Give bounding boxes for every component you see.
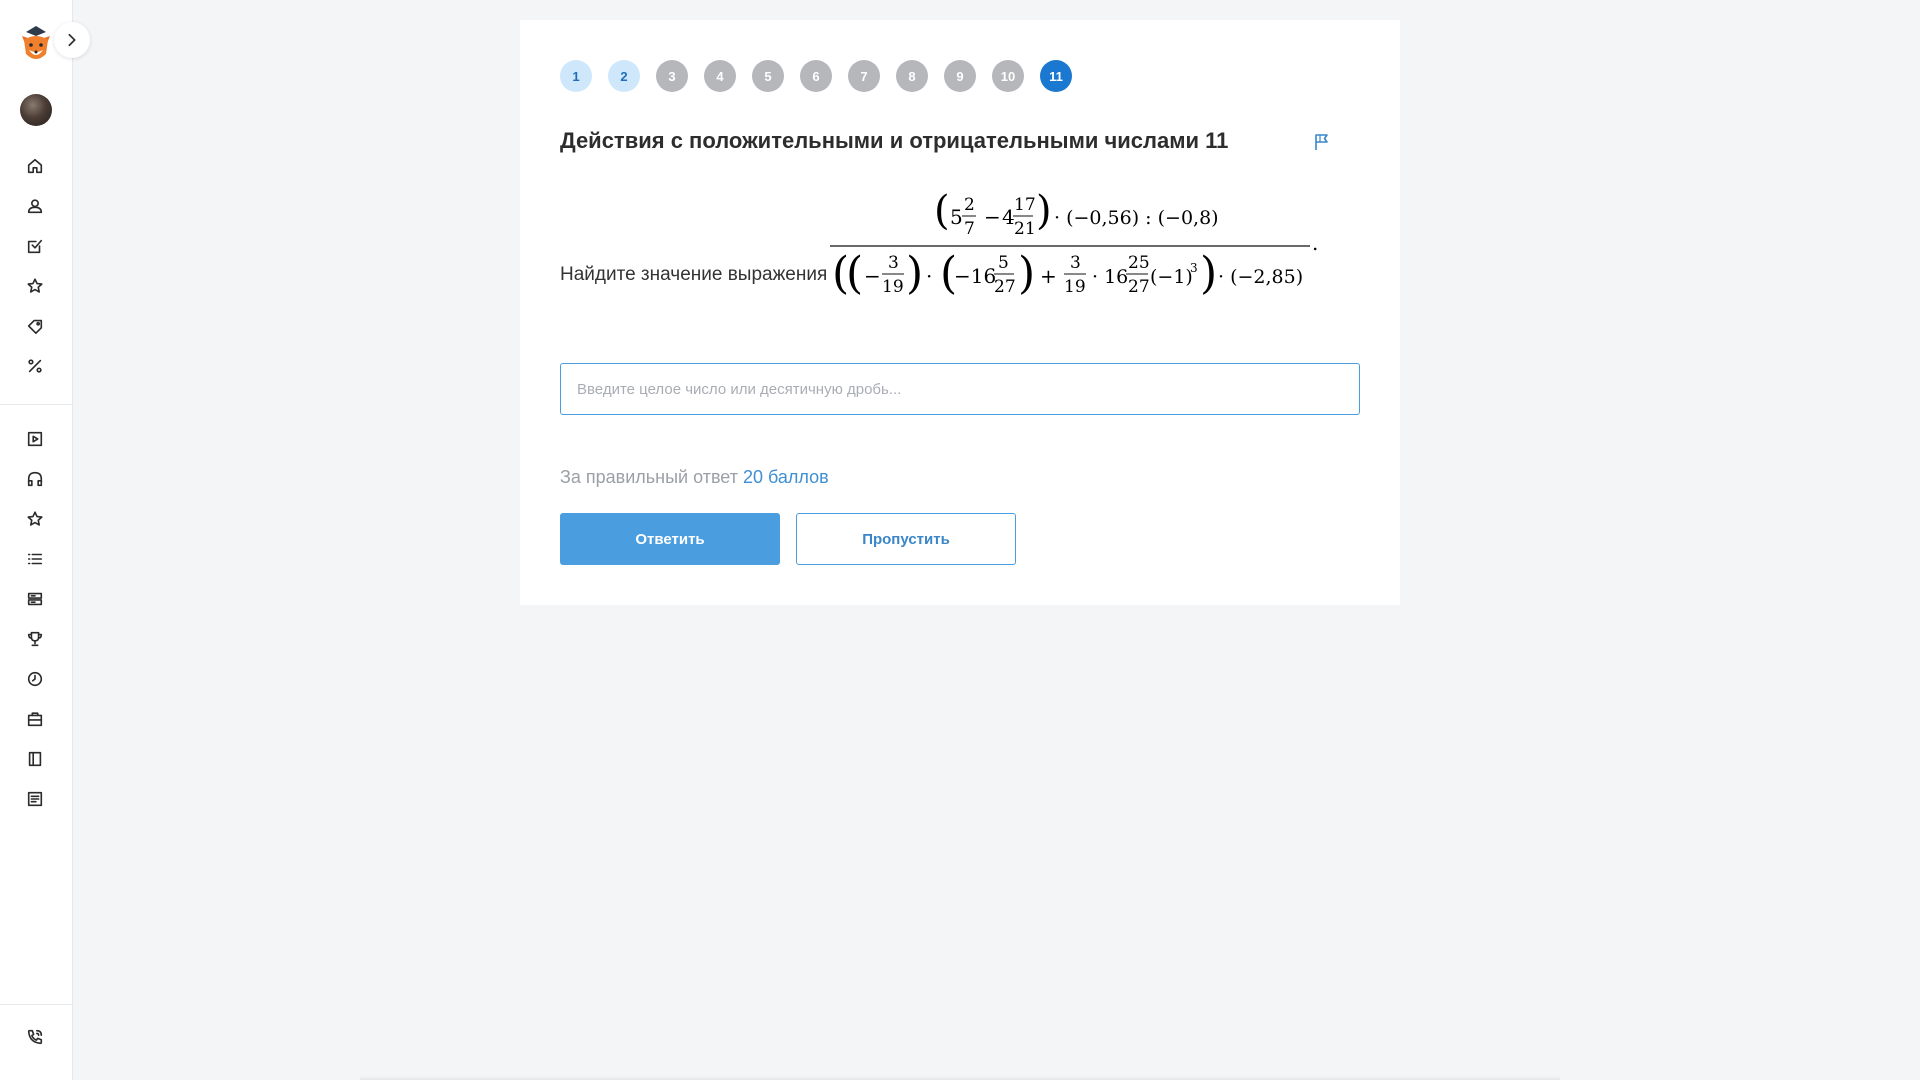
reward-text <box>560 467 829 488</box>
num-whole-2: 4 <box>1002 205 1015 229</box>
task-card <box>520 20 1400 605</box>
paren: ( <box>934 188 950 234</box>
paren: ) <box>1036 188 1052 234</box>
avatar[interactable] <box>20 94 52 126</box>
star-icon[interactable] <box>24 508 46 530</box>
den-frac-3-n: 3 <box>1070 253 1081 273</box>
chevron-right-icon[interactable] <box>54 22 90 58</box>
phone-icon[interactable] <box>24 1026 46 1048</box>
sidebar-divider <box>0 404 72 405</box>
num-frac-2-d: 21 <box>1014 219 1036 239</box>
step-1[interactable]: 1 <box>560 60 592 92</box>
video-icon[interactable] <box>24 428 46 450</box>
star-icon[interactable] <box>24 275 46 297</box>
math-formula <box>830 188 1370 338</box>
num-tail: · (−0,56) : (−0,8) <box>1054 207 1219 229</box>
step-indicator <box>560 60 1072 92</box>
list-icon[interactable] <box>24 548 46 570</box>
period: . <box>1312 231 1319 255</box>
paren: ( <box>846 248 864 299</box>
step-7[interactable]: 7 <box>848 60 880 92</box>
num-frac-2-n: 17 <box>1014 195 1036 215</box>
task-title: Действия с положительными и отрицательными числами 11 <box>560 128 1229 153</box>
bottom-shadow <box>360 1076 1560 1080</box>
document-icon[interactable] <box>24 788 46 810</box>
trophy-icon[interactable] <box>24 628 46 650</box>
book-icon[interactable] <box>24 748 46 770</box>
home-icon[interactable] <box>24 155 46 177</box>
den-dot-whole: · 16 <box>1092 266 1129 288</box>
den-frac-4-d: 27 <box>1128 277 1150 297</box>
answer-input[interactable] <box>560 363 1360 415</box>
flag-icon[interactable] <box>1312 132 1332 152</box>
den-frac-2-d: 27 <box>994 277 1016 297</box>
den-minus: − <box>864 264 881 288</box>
sidebar-divider <box>0 1004 72 1005</box>
den-dot: · <box>926 264 933 288</box>
den-frac-4-n: 25 <box>1128 253 1150 273</box>
courses-icon[interactable] <box>24 588 46 610</box>
den-tail: · (−2,85) <box>1218 266 1304 288</box>
submit-button[interactable]: Ответить <box>560 513 780 565</box>
den-pow-base: (−1) <box>1150 266 1193 288</box>
step-2[interactable]: 2 <box>608 60 640 92</box>
reward-points: 20 баллов <box>742 467 829 487</box>
step-6[interactable]: 6 <box>800 60 832 92</box>
problem-statement <box>560 188 1360 338</box>
step-9[interactable]: 9 <box>944 60 976 92</box>
paren: ( <box>832 248 850 299</box>
num-frac-1-d: 7 <box>964 219 975 239</box>
percent-icon[interactable] <box>24 355 46 377</box>
step-5[interactable]: 5 <box>752 60 784 92</box>
reward-prefix: За правильный ответ <box>560 467 738 487</box>
num-minus: − <box>984 205 1001 229</box>
den-frac-2-n: 5 <box>998 253 1009 273</box>
step-8[interactable]: 8 <box>896 60 928 92</box>
paren: ( <box>940 248 958 299</box>
tag-icon[interactable] <box>24 315 46 337</box>
step-3[interactable]: 3 <box>656 60 688 92</box>
paren: ) <box>906 248 924 299</box>
sidebar <box>0 0 73 1080</box>
den-frac-1-d: 19 <box>882 277 904 297</box>
tasks-icon[interactable] <box>24 235 46 257</box>
num-frac-1-n: 2 <box>964 195 975 215</box>
problem-prompt: Найдите значение выражения <box>560 264 828 285</box>
skip-button[interactable]: Пропустить <box>796 513 1016 565</box>
paren: ) <box>1018 248 1036 299</box>
den-plus: + <box>1040 264 1057 288</box>
profile-icon[interactable] <box>24 195 46 217</box>
den-frac-1-n: 3 <box>888 253 899 273</box>
clock-icon[interactable] <box>24 668 46 690</box>
headphones-icon[interactable] <box>24 468 46 490</box>
step-10[interactable]: 10 <box>992 60 1024 92</box>
num-whole-1: 5 <box>950 205 963 229</box>
step-4[interactable]: 4 <box>704 60 736 92</box>
fox-logo-icon[interactable] <box>18 24 54 64</box>
den-whole-2: −16 <box>954 264 997 288</box>
paren: ) <box>1200 248 1218 299</box>
den-frac-3-d: 19 <box>1064 277 1086 297</box>
step-11[interactable]: 11 <box>1040 60 1072 92</box>
briefcase-icon[interactable] <box>24 708 46 730</box>
den-pow-exp: 3 <box>1190 261 1198 275</box>
